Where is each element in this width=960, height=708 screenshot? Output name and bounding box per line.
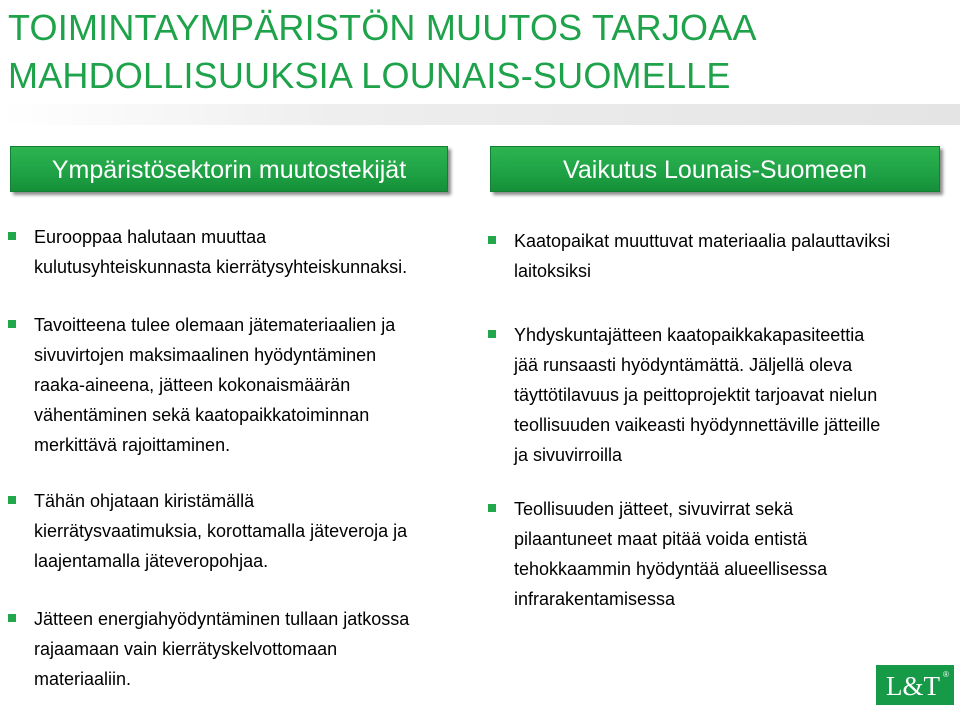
logo-registered-mark: ® <box>943 670 949 679</box>
list-item <box>8 604 409 694</box>
bullet-square-icon <box>8 614 16 622</box>
bullet-text: Teollisuuden jätteet, sivuvirrat sekä pilaantuneet maat pitää voida entistä tehokkaammin hyödyntää alueellisessa infrarakentamisessa <box>514 499 828 609</box>
title-divider <box>0 104 960 125</box>
left-column-header: Ympäristösektorin muutostekijät <box>10 146 448 192</box>
bullet-text: Yhdyskuntajätteen kaatopaikkakapasiteettia jää runsaasti hyödyntämättä. Jäljellä oleva täyttötilavuus ja peittoprojektit tarjoavat nielun teollisuuden vaikeasti hyödynnettäville jätteille ja sivuvirroilla <box>514 325 881 465</box>
list-item <box>8 222 407 282</box>
bullet-square-icon <box>8 232 16 240</box>
bullet-text: Kaatopaikat muuttuvat materiaalia palauttaviksi laitoksiksi <box>514 231 891 281</box>
list-item <box>8 486 407 576</box>
right-column-header: Vaikutus Lounais-Suomeen <box>490 146 940 192</box>
slide-title-line-2: MAHDOLLISUUKSIA LOUNAIS-SUOMELLE <box>8 55 731 96</box>
bullet-square-icon <box>488 236 496 244</box>
bullet-square-icon <box>8 320 16 328</box>
list-item <box>8 310 395 460</box>
lt-logo-icon <box>876 665 954 705</box>
company-logo <box>876 665 954 705</box>
logo-text: L&T <box>886 671 940 701</box>
bullet-square-icon <box>488 504 496 512</box>
bullet-text: Tavoitteena tulee olemaan jätemateriaalien ja sivuvirtojen maksimaalinen hyödyntäminen raaka-aineena, jätteen kokonaismäärän vähentäminen sekä kaatopaikkatoiminnan merkittävä rajoittaminen. <box>34 315 396 455</box>
bullet-text: Eurooppaa halutaan muuttaa kulutusyhteiskunnasta kierrätysyhteiskunnaksi. <box>34 227 408 277</box>
slide-title <box>8 4 948 100</box>
bullet-text: Tähän ohjataan kiristämällä kierrätysvaatimuksia, korottamalla jäteveroja ja laajentamalla jäteveropohjaa. <box>34 491 408 571</box>
bullet-square-icon <box>488 330 496 338</box>
bullet-text: Jätteen energiahyödyntäminen tullaan jatkossa rajaamaan vain kierrätyskelvottomaan materiaaliin. <box>34 609 410 689</box>
list-item <box>488 494 827 614</box>
list-item <box>488 226 890 286</box>
list-item <box>488 320 880 470</box>
slide-title-line-1: TOIMINTAYMPÄRISTÖN MUUTOS TARJOAA <box>8 7 757 48</box>
bullet-square-icon <box>8 496 16 504</box>
